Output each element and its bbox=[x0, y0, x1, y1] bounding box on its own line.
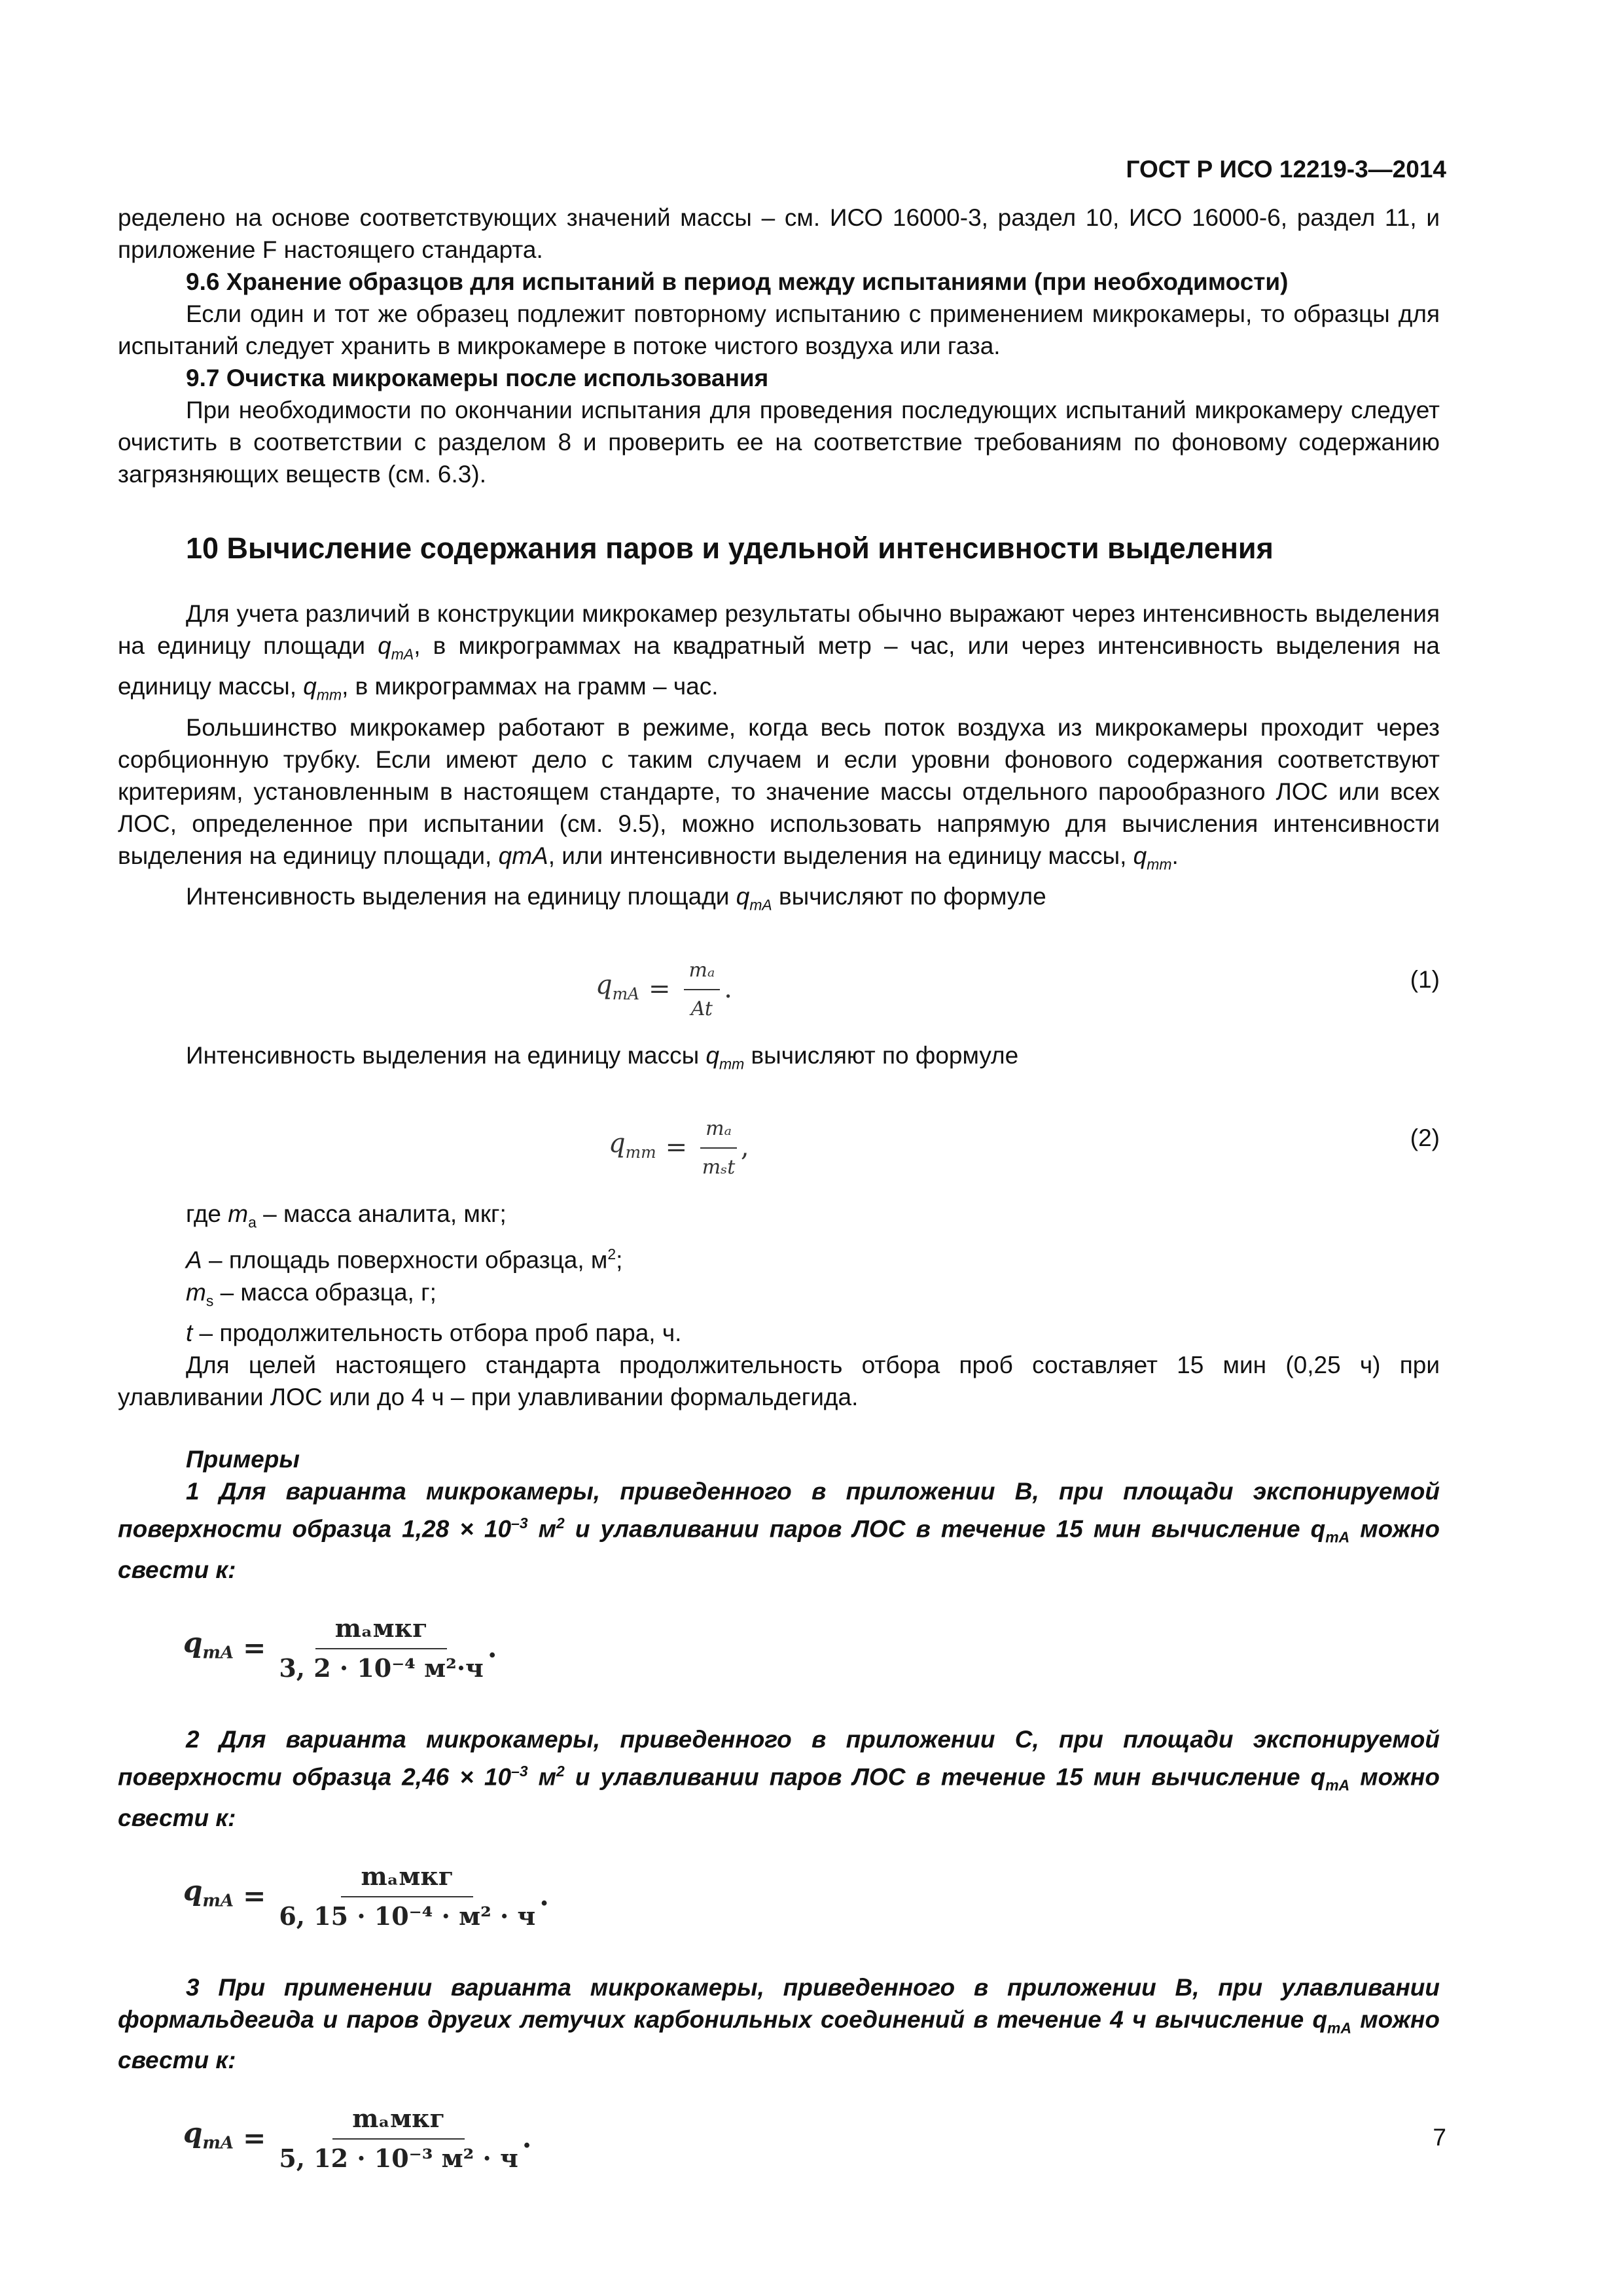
paragraph-units: Для учета различий в конструкции микрокамер результаты обычно выражают через интенсивность выделения на единицу площади $q_{mA}$, в микрограммах на квадратный метр – час, или через интенсивность выделения на единицу массы, $q_{mm}$, в микрограммах на грамм – час. bbox=[118, 600, 1440, 704]
paragraph-formula1-intro: Интенсивность выделения на единицу площади $q_{mA}$ вычисляют по формуле bbox=[186, 883, 1046, 914]
equation-2: $q_{mm}$ = $\frac{\text{mₐ}}{\text{mₛt}}$ , (2) bbox=[118, 1100, 1440, 1178]
examples-title: Примеры bbox=[186, 1446, 300, 1473]
example-2-formula: $q_{mA}$ = $\frac{\text{mₐмкг}}{\text{6, 15 · 10⁻⁴ · м² · ч}}$ . bbox=[183, 1861, 549, 1931]
equation-1: $q_{mA}$ = $\frac{\text{mₐ}}{At}$ . (1) bbox=[118, 941, 1440, 1020]
page-number: 7 bbox=[1433, 2124, 1446, 2151]
example-2-text: 2 Для варианта микрокамеры, приведенного в приложении С, при площади экспонируемой поверхности образца $2,46 \times 10^{-3}$ $м^2$ и улавливании паров ЛОС в течение 15 мин вычисление $q_{mA}$ можно свести к: bbox=[118, 1725, 1440, 1831]
document-header: ГОСТ Р ИСО 12219-3—2014 bbox=[1126, 156, 1446, 183]
paragraph-sampling-duration: Для целей настоящего стандарта продолжительность отбора проб составляет 15 мин (0,25 ч) при улавливании ЛОС или до 4 ч – при улавливании формальдегида. bbox=[118, 1352, 1440, 1411]
section-9-7-text: При необходимости по окончании испытания для проведения последующих испытаний микрокамеру следует очистить в соответствии с разделом 8 и проверить ее на соответствие требованиям по фоновому содержанию загрязняющих веществ (см. 6.3). bbox=[118, 397, 1440, 488]
document-body bbox=[118, 202, 1440, 2214]
example-1-formula: $q_{mA}$ = $\frac{\text{mₐмкг}}{\text{3, 2 · 10⁻⁴ м²·ч}}$ . bbox=[183, 1613, 497, 1683]
where-list: где $m_a$ – масса аналита, мкг; A – площадь поверхности образца, $м^2$; $m_s$ – масса образца, г; t – продолжительность отбора проб пара, ч. bbox=[186, 1200, 682, 1347]
example-1-text: 1 Для варианта микрокамеры, приведенного в приложении В, при площади экспонируемой поверхности образца $1,28 \times 10^{-3}$ $м^2$ и улавливании паров ЛОС в течение 15 мин вычисление $q_{mA}$ можно свести к: bbox=[118, 1478, 1440, 1583]
section-9-6-heading: 9.6 Хранение образцов для испытаний в период между испытаниями (при необходимости) bbox=[186, 268, 1289, 295]
section-10-heading: 10 Вычисление содержания паров и удельной интенсивности выделения bbox=[186, 531, 1274, 565]
section-9-6-text: Если один и тот же образец подлежит повторному испытанию с применением микрокамеры, то образцы для испытаний следует хранить в микрокамере в потоке чистого воздуха или газа. bbox=[118, 300, 1440, 359]
example-3-formula: $q_{mA}$ = $\frac{\text{mₐмкг}}{\text{5, 12 · 10⁻³ м² · ч}}$ . bbox=[183, 2103, 532, 2173]
equation-1-number: (1) bbox=[1410, 965, 1440, 993]
paragraph-continued: ределено на основе соответствующих значений массы – см. ИСО 16000-3, раздел 10, ИСО 16000-6, раздел 11, и приложение F настоящего стандарта. bbox=[118, 204, 1440, 263]
paragraph-microchambers: Большинство микрокамер работают в режиме, когда весь поток воздуха из микрокамеры проходит через сорбционную трубку. Если имеют дело с таким случаем и если уровни фонового содержания соответствуют критериям, установленным в настоящем стандарте, то значение массы отдельного парообразного ЛОС или всех ЛОС, определенное при испытании (см. 9.5), можно использовать напрямую для вычисления интенсивности выделения на единицу площади, qmA, или интенсивности выделения на единицу массы, $q_{mm}$. bbox=[118, 713, 1440, 873]
equation-2-number: (2) bbox=[1410, 1124, 1440, 1151]
section-9-7-heading: 9.7 Очистка микрокамеры после использования bbox=[186, 365, 769, 391]
paragraph-formula2-intro: Интенсивность выделения на единицу массы $q_{mm}$ вычисляют по формуле bbox=[186, 1041, 1019, 1072]
example-3-text: 3 При применении варианта микрокамеры, приведенного в приложении В, при улавливании формальдегида и паров других летучих карбонильных соединений в течение 4 ч вычисление $q_{mA}$ можно свести к: bbox=[118, 1973, 1440, 2073]
